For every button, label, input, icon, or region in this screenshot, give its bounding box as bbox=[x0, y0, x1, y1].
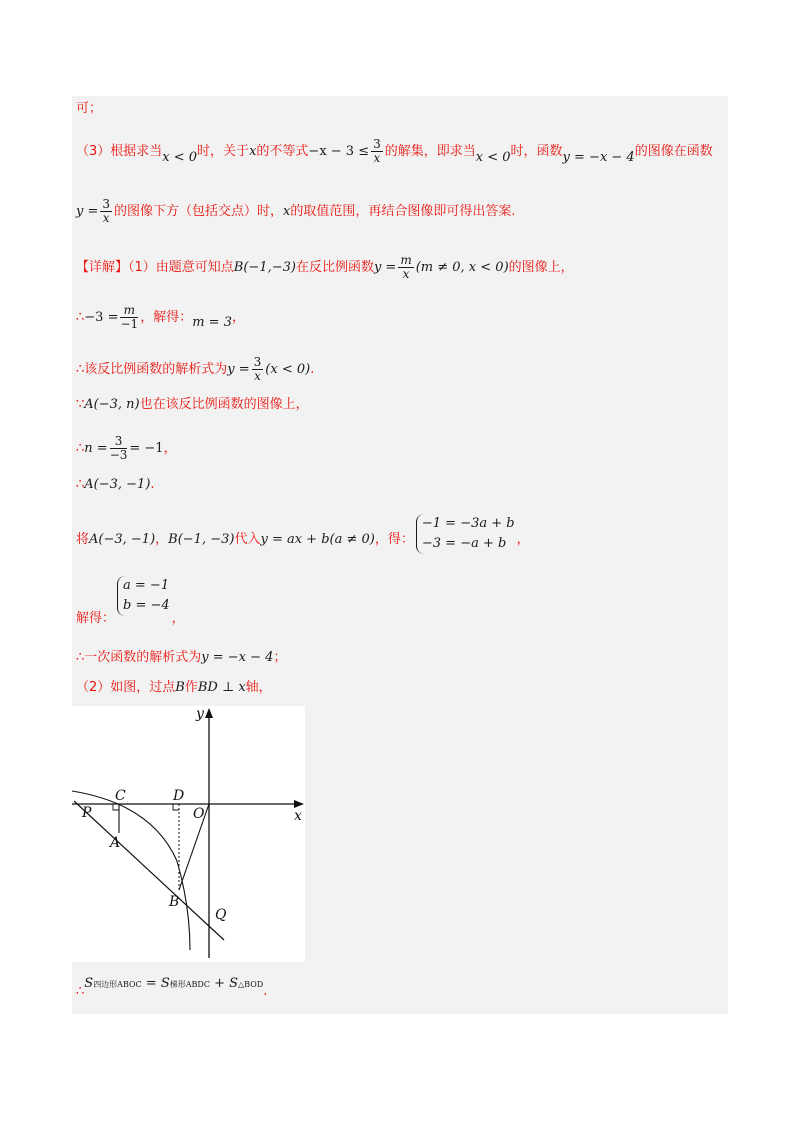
x-axis-arrow bbox=[294, 800, 304, 808]
label-d: D bbox=[173, 788, 185, 804]
label-p: P bbox=[82, 805, 92, 821]
y-axis-arrow bbox=[205, 708, 213, 718]
line-solution-ab: 解得： a = −1 b = −4 ， bbox=[76, 578, 185, 626]
label-x: x bbox=[294, 808, 302, 824]
line-point-a: ∵A(−3, n)也在该反比例函数的图像上， bbox=[76, 397, 309, 412]
line-area-formula: ∴S四边形ABOC = S梯形ABDC + S△BOD. bbox=[76, 976, 268, 999]
line-part-2: （2）如图，过点B作BD ⊥ x轴， bbox=[76, 680, 272, 695]
coordinate-diagram bbox=[72, 706, 305, 962]
line-1: 可； bbox=[76, 101, 103, 116]
label-q: Q bbox=[215, 907, 227, 923]
geometry-figure bbox=[72, 706, 305, 962]
right-angle-c bbox=[113, 804, 119, 810]
line-inverse-func: ∴该反比例函数的解析式为y = $\frac{3}{x}$ (x < 0). bbox=[76, 355, 315, 383]
line-substitute: 将A(−3, −1)，B(−1, −3)代入y = ax + b(a ≠ 0)，得： −1 = −3a + b −3 = −a + b ， bbox=[76, 514, 530, 554]
label-a: A bbox=[110, 835, 121, 851]
line-analysis-3-cont: y = $\frac{3}{x}$ 的图像下方（包括交点）时，x的取值范围，再结合图像即可得出答案. bbox=[76, 197, 516, 225]
label-y: y bbox=[196, 706, 204, 722]
label-b: B bbox=[169, 894, 180, 910]
line-a-coords: ∴A(−3, −1). bbox=[76, 477, 155, 492]
line-linear-func: ∴一次函数的解析式为y = −x − 4； bbox=[76, 650, 287, 665]
line-solve-n: ∴n = $\frac{3}{-3}$ = −1， bbox=[76, 434, 177, 462]
label-c: C bbox=[115, 788, 126, 804]
line-detail-1: 【详解】（1）由题意可知点B(−1,−3)在反比例函数y = $\frac{m}{x}$ (m ≠ 0, x < 0)的图像上， bbox=[76, 253, 574, 281]
line-analysis-3: （3）根据求当x < 0时，关于x的不等式−x − 3 ≤ $\frac{3}{x}$ 的解集，即求当x < 0时，函数y = −x − 4的图像在函数 bbox=[76, 137, 713, 165]
label-o: O bbox=[193, 806, 205, 822]
line-solve-m: ∴−3 = $\frac{m}{-1}$ ，解得：m = 3， bbox=[76, 303, 245, 331]
right-angle-d bbox=[173, 804, 179, 810]
